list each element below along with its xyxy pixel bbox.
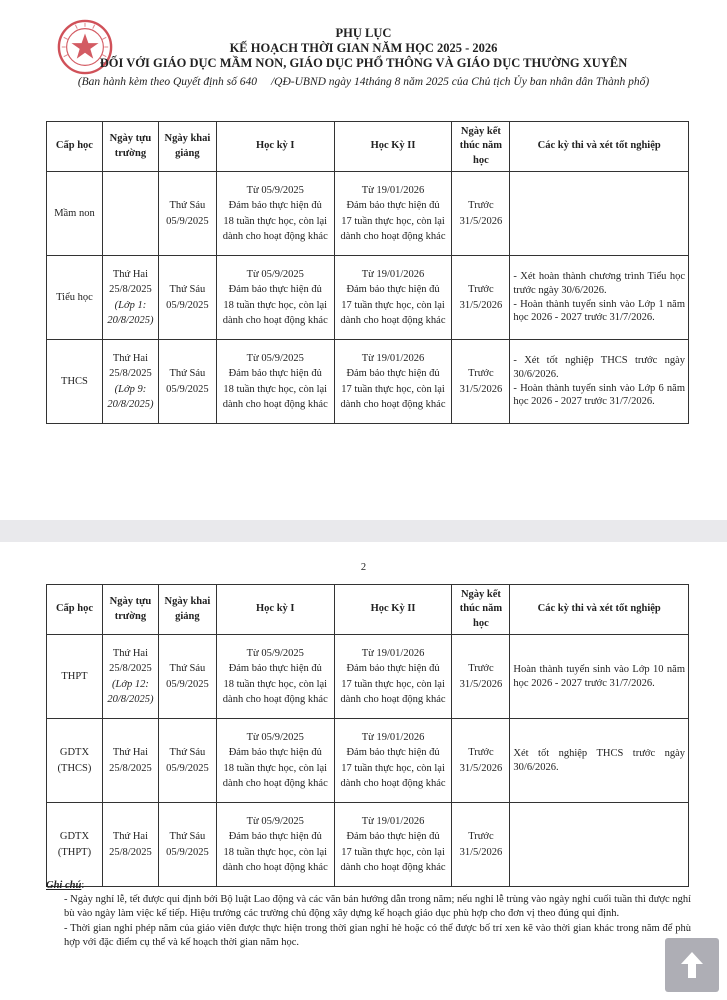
semester-1-cell-line: 18 tuần thực học, còn lại [223, 678, 328, 690]
semester-1-cell-line: 18 tuần thực học, còn lại [223, 762, 328, 774]
exams-cell [510, 340, 689, 424]
table-row [47, 256, 689, 340]
semester-1-cell [216, 256, 334, 340]
end-date-cell-line: 31/5/2026 [459, 762, 503, 774]
semester-1-cell-line: Đảm bảo thực hiện đủ [228, 663, 322, 675]
table-row [47, 635, 689, 719]
start-date-cell-line: Thứ Hai [112, 648, 148, 660]
end-date-cell [452, 719, 510, 803]
semester-2-cell [334, 256, 452, 340]
exams-cell [510, 172, 689, 256]
semester-2-cell [334, 340, 452, 424]
level-cell-line: GDTX [59, 747, 90, 759]
end-date-cell [452, 803, 510, 887]
opening-date-cell-line: 05/9/2025 [166, 846, 209, 858]
start-date-cell [102, 340, 158, 424]
semester-1-cell-line: Đảm bảo thực hiện đủ [228, 831, 322, 843]
end-date-header: Ngày kết thúc năm học [452, 585, 510, 635]
start-date-cell [102, 635, 158, 719]
level-cell [47, 635, 103, 719]
semester-1-cell-line: Từ 05/9/2025 [246, 353, 304, 365]
end-date-cell-line: 31/5/2026 [459, 215, 503, 227]
arrow-up-icon [679, 950, 705, 980]
semester-2-cell-line: Từ 19/01/2026 [361, 185, 425, 197]
opening-date-cell-line: Thứ Sáu [169, 200, 206, 212]
semester-2-cell-line: Đảm bảo thực hiện đủ [346, 663, 440, 675]
end-date-cell-line: 31/5/2026 [459, 383, 503, 395]
document-page-2 [0, 542, 727, 1000]
notes-section: Ghi chú: - Ngày nghỉ lễ, tết được qui định bởi Bộ luật Lao động và các văn bản hướng dẫn trong năm; nếu nghỉ lễ trùng vào ngày nghỉ cuối tuần thì được nghỉ bù vào ngày làm việc kế tiếp. Hiệu trưởng các trường chủ động xây dựng kế hoạch giáo dục phù hợp cho đơn vị theo đúng qui định. - Thời gian nghỉ phép năm của giáo viên được thực hiện trong thời gian nghỉ hè hoặc có thể được bố trí xen kẽ vào thời gian khác trong năm để phù hợp với đặc điểm cụ thể và kế hoạch thời gian năm học. [46, 879, 691, 950]
semester-2-cell-line: 17 tuần thực học, còn lại [341, 678, 445, 690]
start-date-cell-line: Thứ Hai [112, 747, 148, 759]
semester-2-cell-line: 17 tuần thực học, còn lại [341, 299, 445, 311]
end-date-cell [452, 172, 510, 256]
level-cell-line: Mầm non [54, 207, 95, 219]
exam-item: - Hoàn thành tuyển sinh vào Lớp 6 năm học 2026 - 2027 trước 31/7/2026. [513, 382, 685, 408]
semester-1-cell-line: Từ 05/9/2025 [246, 648, 304, 660]
table-row [47, 340, 689, 424]
exam-item: - Xét hoàn thành chương trình Tiểu học trước ngày 30/6/2026. [513, 270, 685, 296]
end-date-header: Ngày kết thúc năm học [452, 122, 510, 172]
end-date-cell-line: 31/5/2026 [459, 846, 503, 858]
level-cell [47, 256, 103, 340]
level-header: Cấp học [47, 585, 103, 635]
semester-1-cell-line: Đảm bảo thực hiện đủ [228, 747, 322, 759]
semester-1-cell [216, 635, 334, 719]
semester-2-cell-line: Đảm bảo thực hiện đủ [346, 747, 440, 759]
semester-1-cell-line: dành cho hoạt động khác [222, 398, 328, 410]
opening-date-cell-line: 05/9/2025 [166, 383, 209, 395]
decision-reference-number: (Ban hành kèm theo Quyết định số 640 [77, 76, 257, 88]
semester-2-cell-line: Đảm bảo thực hiện đủ [346, 368, 440, 380]
start-date-cell-note: (Lớp 12: [112, 678, 149, 690]
level-cell [47, 340, 103, 424]
semester-2-cell [334, 172, 452, 256]
decision-reference-date: /QĐ-UBND ngày 14tháng 8 năm 2025 của Chủ tịch Ủy ban nhân dân Thành phố) [270, 76, 650, 88]
semester-1-cell-line: Đảm bảo thực hiện đủ [228, 200, 322, 212]
table-row [47, 803, 689, 887]
opening-date-cell-line: Thứ Sáu [169, 831, 206, 843]
start-date-cell [102, 256, 158, 340]
end-date-cell [452, 256, 510, 340]
semester-1-cell-line: 18 tuần thực học, còn lại [223, 383, 328, 395]
table-row [47, 719, 689, 803]
opening-date-cell-line: Thứ Sáu [169, 284, 206, 296]
exams-cell [510, 256, 689, 340]
semester-1-cell-line: 18 tuần thực học, còn lại [223, 846, 328, 858]
level-cell-line: Tiểu học [56, 291, 93, 303]
opening-date-cell [158, 635, 216, 719]
semester-1-header: Học kỳ I [216, 122, 334, 172]
start-date-cell-line: 25/8/2025 [109, 762, 152, 774]
semester-2-cell-line: dành cho hoạt động khác [340, 693, 446, 705]
semester-2-cell-line: Đảm bảo thực hiện đủ [346, 831, 440, 843]
plan-title: KẾ HOẠCH THỜI GIAN NĂM HỌC 2025 - 2026 [229, 41, 498, 55]
semester-2-cell-line: Từ 19/01/2026 [361, 816, 425, 828]
semester-2-cell [334, 719, 452, 803]
start-date-cell-line: 25/8/2025 [109, 663, 152, 675]
semester-1-cell-line: Từ 05/9/2025 [246, 269, 304, 281]
semester-2-header: Học Kỳ II [334, 585, 452, 635]
start-date-cell-line: 25/8/2025 [109, 368, 152, 380]
opening-date-header: Ngày khai giảng [158, 585, 216, 635]
level-cell-line: (THCS) [57, 762, 92, 774]
end-date-cell-line: Trước [468, 200, 494, 212]
start-date-cell-line: 25/8/2025 [109, 846, 152, 858]
semester-1-cell [216, 172, 334, 256]
exams-header: Các kỳ thi và xét tốt nghiệp [510, 585, 689, 635]
exams-cell [510, 635, 689, 719]
semester-1-cell-line: 18 tuần thực học, còn lại [223, 215, 328, 227]
end-date-cell-line: Trước [468, 747, 494, 759]
page-number: 2 [360, 562, 367, 573]
opening-date-cell-line: 05/9/2025 [166, 678, 209, 690]
level-cell-line: GDTX [59, 831, 90, 843]
semester-2-header: Học Kỳ II [334, 122, 452, 172]
start-date-cell-line: Thứ Hai [112, 353, 148, 365]
opening-date-cell-line: Thứ Sáu [169, 747, 206, 759]
semester-1-cell-line: dành cho hoạt động khác [222, 314, 328, 326]
exam-item: - Hoàn thành tuyển sinh vào Lớp 1 năm học 2026 - 2027 trước 31/7/2026. [513, 298, 685, 324]
semester-1-cell [216, 340, 334, 424]
start-date-header: Ngày tựu trường [102, 585, 158, 635]
start-date-cell [102, 172, 158, 256]
start-date-cell [102, 719, 158, 803]
exams-cell [510, 719, 689, 803]
opening-date-header: Ngày khai giảng [158, 122, 216, 172]
opening-date-cell [158, 803, 216, 887]
semester-2-cell [334, 635, 452, 719]
exam-item: Hoàn thành tuyển sinh vào Lớp 10 năm học 2026 - 2027 trước 31/7/2026. [513, 663, 685, 689]
semester-2-cell-line: 17 tuần thực học, còn lại [341, 846, 445, 858]
semester-1-cell-line: Đảm bảo thực hiện đủ [228, 284, 322, 296]
end-date-cell-line: Trước [468, 368, 494, 380]
opening-date-cell [158, 256, 216, 340]
level-cell [47, 172, 103, 256]
start-date-cell [102, 803, 158, 887]
end-date-cell-line: Trước [468, 831, 494, 843]
semester-1-cell [216, 803, 334, 887]
notes-title: Ghi chú [46, 880, 82, 891]
end-date-cell [452, 635, 510, 719]
start-date-cell-note: (Lớp 1: [114, 299, 147, 311]
note-item: - Thời gian nghỉ phép năm của giáo viên được thực hiện trong thời gian nghỉ hè hoặc có thể được bố trí xen kẽ vào thời gian khác trong năm để phù hợp với đặc điểm cụ thể và kế hoạch thời gian năm học. [64, 922, 691, 948]
semester-1-cell [216, 719, 334, 803]
semester-2-cell-line: dành cho hoạt động khác [340, 314, 446, 326]
semester-2-cell [334, 803, 452, 887]
level-cell [47, 719, 103, 803]
semester-2-cell-line: dành cho hoạt động khác [340, 777, 446, 789]
exam-item: Xét tốt nghiệp THCS trước ngày 30/6/2026. [513, 747, 685, 773]
note-item: - Ngày nghỉ lễ, tết được qui định bởi Bộ luật Lao động và các văn bản hướng dẫn trong năm; nếu nghỉ lễ trùng vào ngày nghỉ cuối tuần thì được nghỉ bù vào ngày làm việc kế tiếp. Hiệu trưởng các trường chủ động xây dựng kế hoạch giáo dục phù hợp cho đơn vị theo đúng qui định. [64, 894, 691, 920]
start-date-cell-line: 25/8/2025 [109, 284, 152, 296]
start-date-cell-line: Thứ Hai [112, 831, 148, 843]
semester-1-cell-line: Từ 05/9/2025 [246, 816, 304, 828]
start-date-header: Ngày tựu trường [102, 122, 158, 172]
semester-1-cell-line: Từ 05/9/2025 [246, 185, 304, 197]
appendix-title: PHỤ LỤC [335, 26, 392, 40]
plan-scope-title: ĐỐI VỚI GIÁO DỤC MẦM NON, GIÁO DỤC PHỔ THÔNG VÀ GIÁO DỤC THƯỜNG XUYÊN [99, 56, 628, 70]
start-date-cell-note: 20/8/2025) [107, 314, 154, 326]
end-date-cell [452, 340, 510, 424]
semester-2-cell-line: Từ 19/01/2026 [361, 648, 425, 660]
end-date-cell-line: 31/5/2026 [459, 299, 503, 311]
semester-2-cell-line: 17 tuần thực học, còn lại [341, 762, 445, 774]
end-date-cell-line: Trước [468, 663, 494, 675]
semester-1-cell-line: Đảm bảo thực hiện đủ [228, 368, 322, 380]
semester-1-header: Học kỳ I [216, 585, 334, 635]
level-header: Cấp học [47, 122, 103, 172]
semester-1-cell-line: dành cho hoạt động khác [222, 777, 328, 789]
table-row [47, 172, 689, 256]
semester-1-cell-line: dành cho hoạt động khác [222, 230, 328, 242]
opening-date-cell [158, 172, 216, 256]
start-date-cell-note: 20/8/2025) [107, 693, 154, 705]
exam-item: - Xét tốt nghiệp THCS trước ngày 30/6/2026. [513, 354, 685, 380]
opening-date-cell-line: Thứ Sáu [169, 368, 206, 380]
level-cell-line: (THPT) [57, 846, 92, 858]
schedule-table-page-2 [46, 584, 689, 887]
level-cell [47, 803, 103, 887]
exams-header: Các kỳ thi và xét tốt nghiệp [510, 122, 689, 172]
semester-2-cell-line: dành cho hoạt động khác [340, 861, 446, 873]
end-date-cell-line: Trước [468, 284, 494, 296]
semester-2-cell-line: Đảm bảo thực hiện đủ [346, 284, 440, 296]
semester-1-cell-line: dành cho hoạt động khác [222, 693, 328, 705]
opening-date-cell-line: 05/9/2025 [166, 762, 209, 774]
semester-2-cell-line: Từ 19/01/2026 [361, 269, 425, 281]
semester-2-cell-line: Đảm bảo thực hiện đủ [346, 200, 440, 212]
opening-date-cell-line: 05/9/2025 [166, 215, 209, 227]
opening-date-cell [158, 340, 216, 424]
decision-reference [0, 76, 727, 88]
level-cell-line: THPT [61, 670, 88, 682]
semester-2-cell-line: dành cho hoạt động khác [340, 230, 446, 242]
exams-cell [510, 803, 689, 887]
opening-date-cell-line: 05/9/2025 [166, 299, 209, 311]
opening-date-cell-line: Thứ Sáu [169, 663, 206, 675]
semester-2-cell-line: 17 tuần thực học, còn lại [341, 215, 445, 227]
semester-1-cell-line: Từ 05/9/2025 [246, 732, 304, 744]
scroll-to-top-button[interactable] [665, 938, 719, 992]
semester-2-cell-line: dành cho hoạt động khác [340, 398, 446, 410]
end-date-cell-line: 31/5/2026 [459, 678, 503, 690]
semester-1-cell-line: dành cho hoạt động khác [222, 861, 328, 873]
opening-date-cell [158, 719, 216, 803]
start-date-cell-note: (Lớp 9: [114, 383, 147, 395]
semester-2-cell-line: Từ 19/01/2026 [361, 353, 425, 365]
semester-2-cell-line: Từ 19/01/2026 [361, 732, 425, 744]
start-date-cell-line: Thứ Hai [112, 269, 148, 281]
page-separator [0, 520, 727, 542]
start-date-cell-note: 20/8/2025) [107, 398, 154, 410]
schedule-table-page-1 [46, 121, 689, 424]
semester-1-cell-line: 18 tuần thực học, còn lại [223, 299, 328, 311]
level-cell-line: THCS [61, 375, 88, 387]
semester-2-cell-line: 17 tuần thực học, còn lại [341, 383, 445, 395]
